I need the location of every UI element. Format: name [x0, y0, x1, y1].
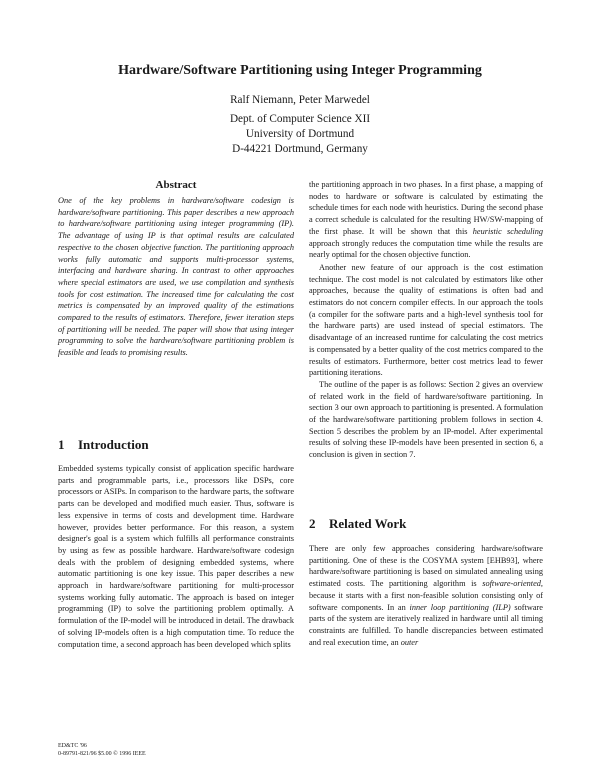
authors: Ralf Niemann, Peter Marwedel — [230, 94, 370, 106]
text-run: , because it starts with a first non-feasible solution consisting only of software components. In an — [309, 579, 543, 612]
affiliation — [0, 112, 600, 157]
emphasis-heuristic-scheduling: heuristic scheduling — [472, 226, 543, 236]
text-run: the partitioning approach in two phases. In a first phase, a mapping of nodes to hardware or software is calculated by estimating the schedule times for each node with heuristics. During the second phase a correct schedule is calculated for the resulting HW/SW-mapping of the first phase. It will be shown that this — [309, 180, 543, 236]
affiliation-address: D-44221 Dortmund, Germany — [232, 143, 368, 155]
emphasis-inner-loop: inner loop partitioning (ILP) — [409, 602, 511, 612]
footer — [58, 742, 146, 758]
text-run: There are only few approaches considering hardware/software partitioning. One of these is the COSYMA system [EHB93], where hardware/software partitioning is based on simulated annealing using estimated costs. The partitioning algorithm is — [309, 544, 543, 589]
paragraph-cost-estimation: Another new feature of our approach is the cost estimation technique. The cost model is not calculated by estimators like other approaches, because the quality of estimations is often bad and estimators do not concern compiler effects. In our approach the tools (a compiler for the software parts and a high-level synthesis tool for the hardware parts) are used instead of special estimators. The disadvantage of an increased runtime for calculating the cost metrics is compensated by a better quality of the cost metrics compared to the results of estimators. Furthermore, better cost metrics lead to fewer partitioning iterations. — [309, 262, 543, 378]
abstract-text: One of the key problems in hardware/software codesign is hardware/software partitioning. This paper describes a new approach to hardware/software partitioning using integer programming (IP). The advantage of using IP is that optimal results are calculated respective to the chosen objective function. The partitioning approach works fully automatic and supports multi-processor systems, interfacing and hardware sharing. In contrast to other approaches where special estimators are used, we use compilation and synthesis tools for cost estimation. The increased time for calculating the cost metrics is compensated by an improved quality of the estimations compared to the results of estimators. Therefore, fewer iteration steps of partitioning will be needed. The paper will show that using integer programming to solve the hardware/software partitioning problem is feasible and leads to promising results. — [58, 196, 294, 358]
section-title: Related Work — [329, 516, 407, 531]
paragraph-two-phases — [309, 179, 543, 261]
introduction-body — [58, 463, 294, 650]
section-number: 1 — [58, 437, 65, 452]
text-run: approach strongly reduces the computation time while the results are nearly optimal for the chosen objective function. — [309, 238, 543, 260]
emphasis-software-oriented: software-oriented — [482, 579, 541, 589]
affiliation-university: University of Dortmund — [245, 128, 355, 140]
emphasis-outer: outer — [400, 637, 419, 647]
affiliation-dept: Dept. of Computer Science XII — [229, 113, 371, 125]
related-work-paragraph — [309, 543, 543, 648]
section-heading-introduction — [58, 437, 149, 453]
paper-title: Hardware/Software Partitioning using Integer Programming — [118, 63, 482, 78]
right-column-body — [309, 179, 543, 461]
text-run: software parts of the system are iteratively realized in hardware until all timing constraints are fulfilled. To handle discrepancies between estimated and real execution time, an — [309, 602, 543, 647]
section-title: Introduction — [78, 437, 149, 452]
section-number: 2 — [309, 516, 316, 531]
abstract-heading: Abstract — [155, 179, 197, 191]
footer-isbn: 0-89791-821/96 $5.00 © 1996 IEEE — [58, 751, 146, 757]
introduction-paragraph: Embedded systems typically consist of application specific hardware parts and programmable parts, i.e., processors like DSPs, core processors or ASIPs. In comparison to the hardware parts, the software parts can be developed and modified much easier. Thus, software is less expensive in terms of costs and development time. Hardware however, provides better performance. For this reason, a system designer's goal is a system which fulfills all performance constraints by using as few as possible hardware. Hardware/software codesign deals with the problem of designing embedded systems, where automatic partitioning is one key issue. This paper describes a new approach in hardware/software partitioning for multi-processor systems working fully automatic. The approach is based on integer programming (IP) to solve the partitioning problem optimally. A formulation of the IP-model will be introduced in detail. The drawback of solving IP-models often is a high computation time. To reduce the computation time, a second approach has been developed which splits — [58, 464, 295, 649]
section-heading-related-work — [309, 516, 406, 532]
paragraph-outline: The outline of the paper is as follows: Section 2 gives an overview of related work in the field of hardware/software partitioning. In section 3 our own approach to partitioning is presented. A formulation of the hardware/software partitioning problem follows in section 4. Section 5 describes the problem by an IP-model. After experimental results of solving these IP-models have been presented in section 6, a conclusion is given in section 7. — [309, 379, 543, 460]
related-work-body — [309, 543, 543, 648]
footer-conference: ED&TC '96 — [58, 743, 87, 749]
